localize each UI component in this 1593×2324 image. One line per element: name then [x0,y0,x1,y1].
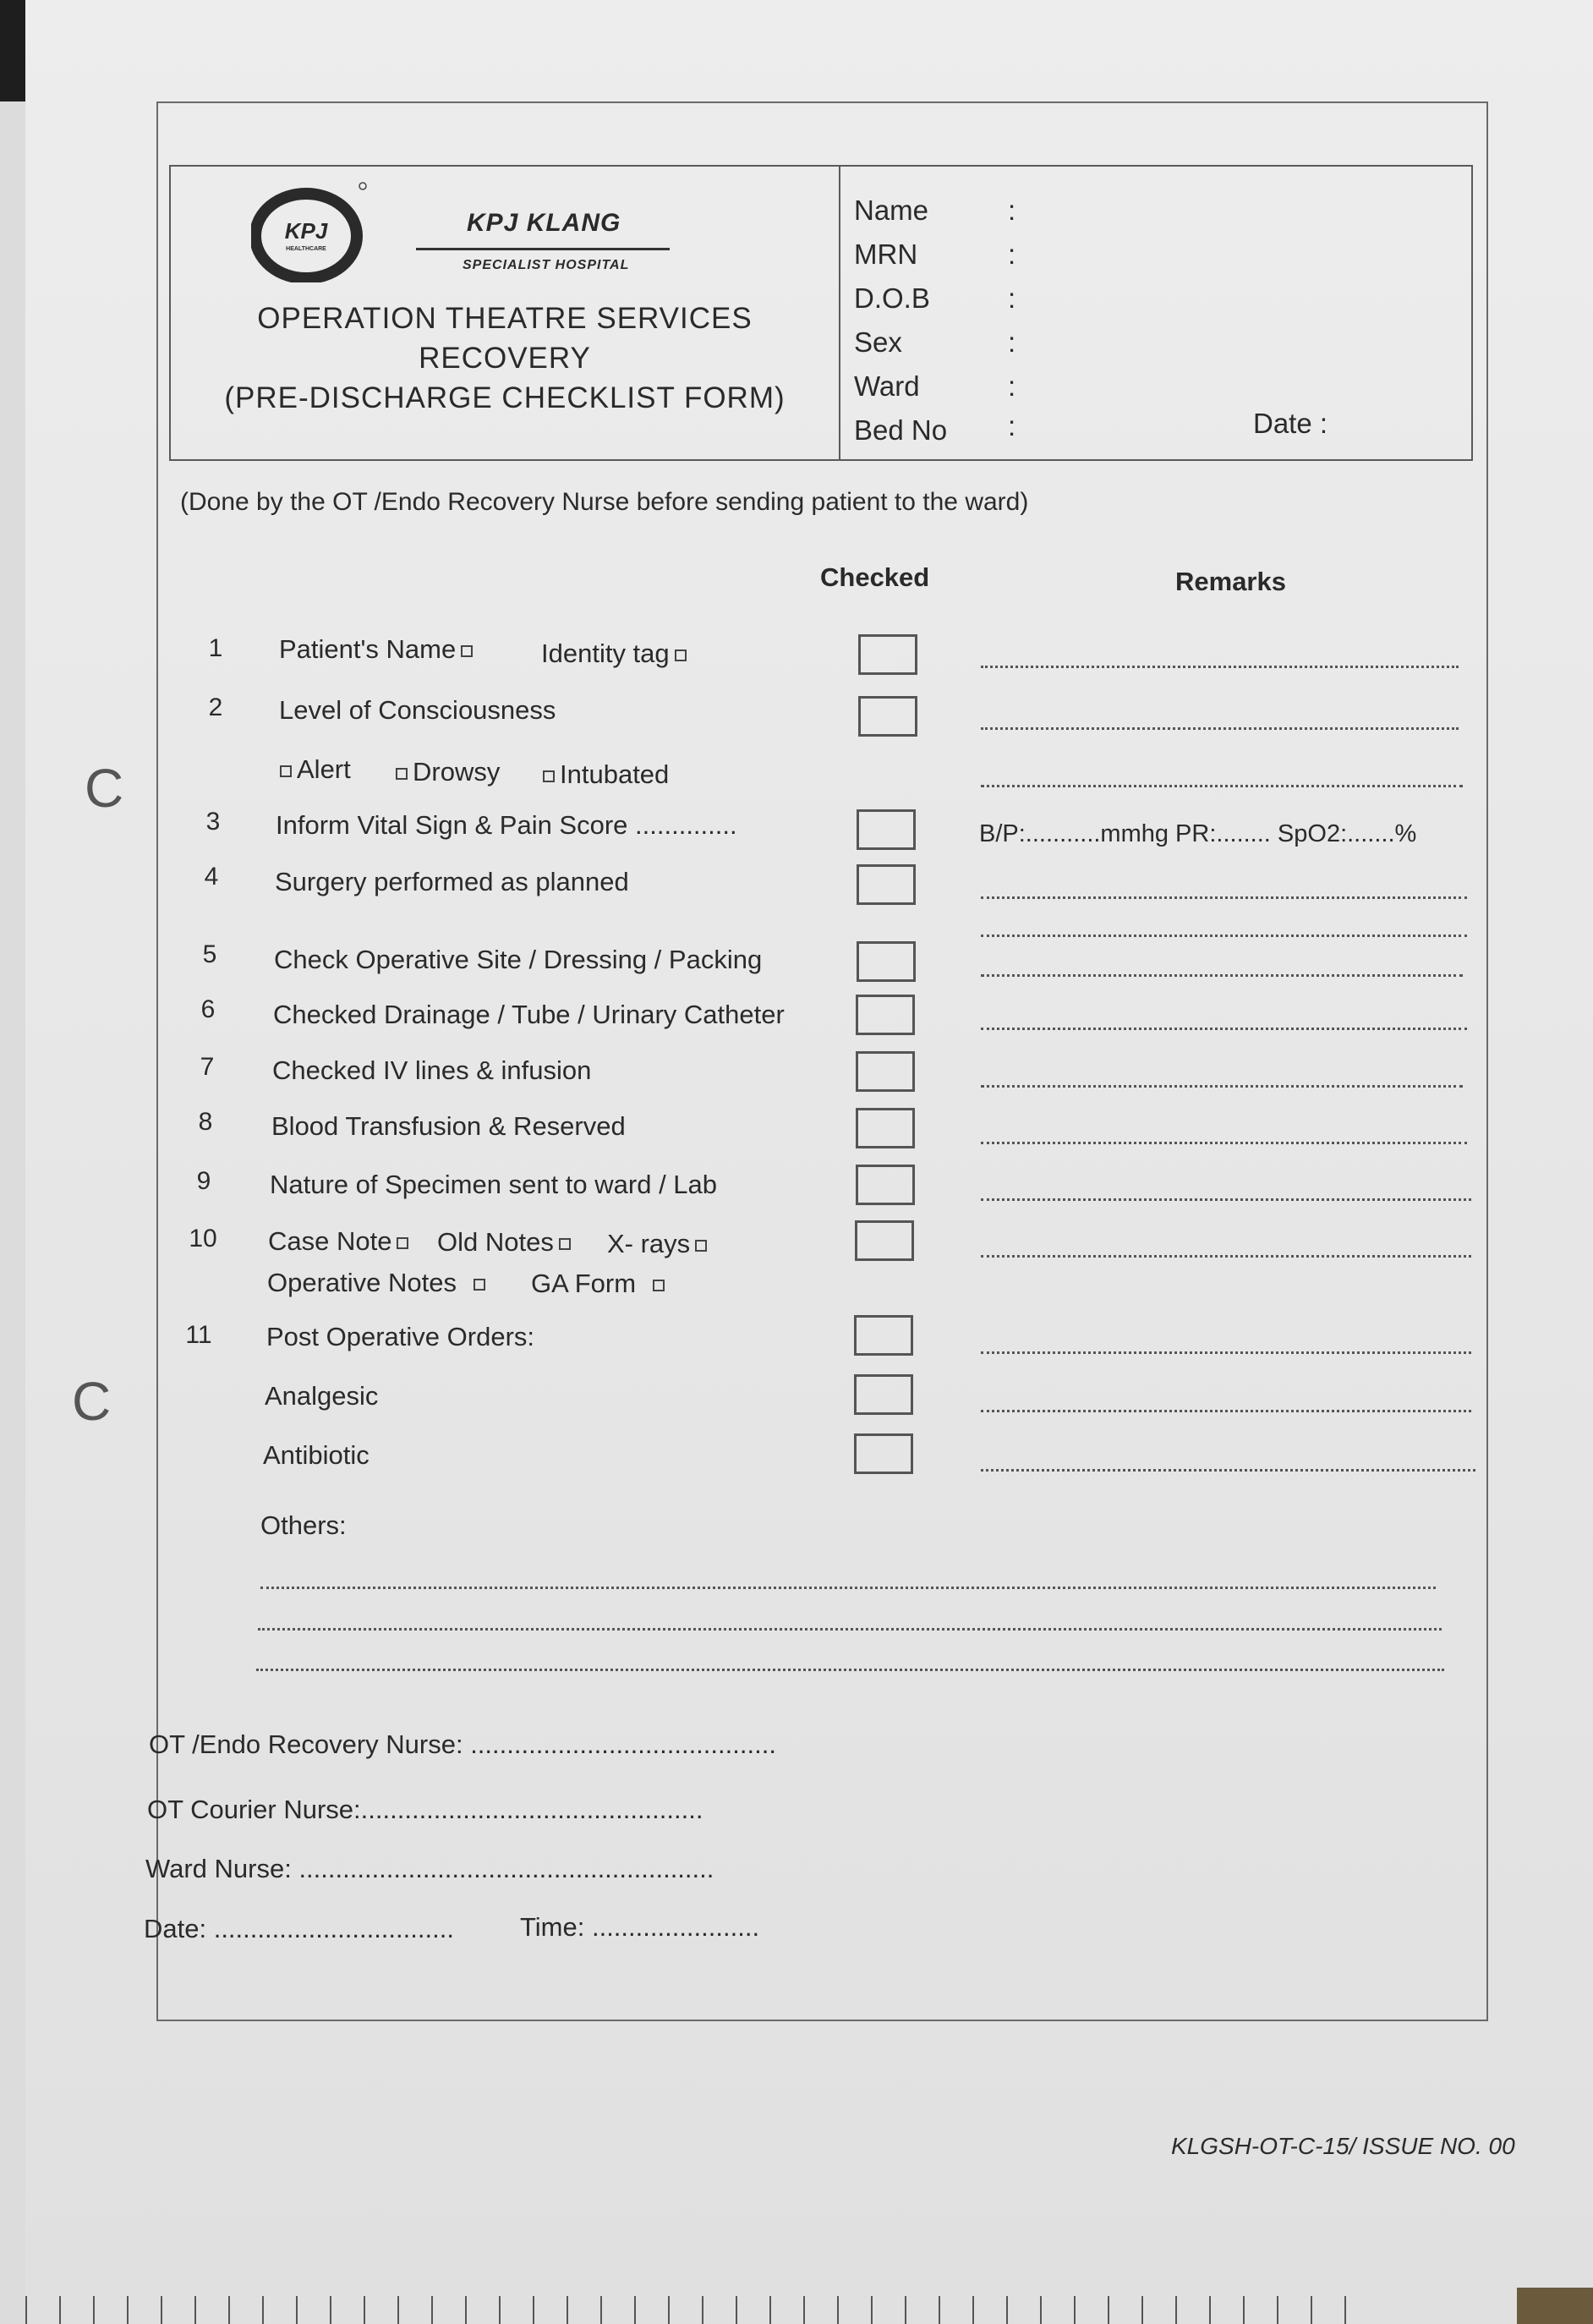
item-number: 10 [189,1225,217,1252]
item-blood-transfusion: Blood Transfusion & Reserved [271,1111,626,1141]
signature-ward-nurse[interactable]: Ward Nurse: ......................................................... [145,1854,714,1883]
background-edge [0,0,25,101]
field-ward-label: Ward [854,370,920,402]
remarks-line-antibiotic[interactable] [981,1469,1475,1472]
checked-box-7[interactable] [856,1051,915,1092]
item-identity-tag [541,639,692,669]
remarks-line-11[interactable] [981,1351,1471,1354]
remarks-line-10[interactable] [981,1255,1471,1258]
field-colon: : [1008,410,1016,441]
item-post-operative-orders: Post Operative Orders: [266,1322,535,1351]
item-operative-site: Check Operative Site / Dressing / Packing [274,945,763,974]
signature-recovery-nurse[interactable]: OT /Endo Recovery Nurse: .......................................... [149,1729,776,1759]
item-label: Old Notes [437,1227,554,1257]
item-number: 6 [200,995,216,1023]
signature-courier-nurse[interactable]: OT Courier Nurse:............................................... [147,1795,703,1824]
option-alert [275,754,351,785]
checked-box-6[interactable] [856,995,915,1035]
item-label: Patient's Name [279,634,457,664]
item-antibiotic: Antibiotic [263,1440,370,1470]
checked-box-9[interactable] [856,1165,915,1205]
remarks-line-6[interactable] [981,1028,1467,1030]
remarks-line-2[interactable] [981,727,1459,730]
form-title-line-2: RECOVERY [419,342,591,375]
item-patient-name [279,634,478,665]
option-intubated [538,759,669,790]
remarks-line-5[interactable] [981,974,1463,977]
checked-box-3[interactable] [857,809,916,850]
checkbox-x-rays[interactable] [695,1240,707,1252]
checkbox-operative-notes[interactable] [474,1279,485,1291]
checkbox-case-note[interactable] [397,1237,408,1249]
remarks-line-7[interactable] [981,1085,1463,1088]
remarks-vital-sign[interactable]: B/P:...........mmhg PR:........ SpO2:.......% [979,820,1417,847]
field-dob-label: D.O.B [854,282,930,314]
column-header-remarks: Remarks [1175,567,1286,596]
field-date-label: Date : [1253,408,1328,439]
remarks-line-2b[interactable] [981,785,1463,787]
item-number: 3 [205,808,221,836]
checkbox-ga-form[interactable] [653,1280,665,1291]
punch-hole-mark: C [72,1371,112,1432]
item-x-rays [607,1229,712,1259]
checkbox-alert[interactable] [280,765,292,777]
ruler-marks [25,2296,1353,2324]
item-number: 9 [196,1167,211,1195]
header-divider [839,167,840,459]
item-ga-form [531,1269,670,1299]
item-number: 1 [208,634,223,662]
logo-text: KPJ [284,218,328,244]
field-sex-label: Sex [854,326,902,358]
instruction-text: (Done by the OT /Endo Recovery Nurse before sending patient to the ward) [180,488,1029,516]
checked-box-1[interactable] [858,634,917,675]
checked-box-8[interactable] [856,1108,915,1148]
checked-box-10[interactable] [855,1220,914,1261]
others-line-2[interactable] [258,1628,1442,1631]
item-surgery-performed: Surgery performed as planned [275,867,629,896]
remarks-line-9[interactable] [981,1198,1471,1201]
field-colon: : [1008,326,1016,358]
others-line-3[interactable] [256,1669,1444,1671]
item-analgesic: Analgesic [265,1381,379,1411]
item-drainage: Checked Drainage / Tube / Urinary Catheter [273,1000,785,1029]
option-label: Intubated [560,759,670,789]
checked-box-4[interactable] [857,864,916,905]
checkbox-intubated[interactable] [543,770,555,782]
others-label: Others: [260,1510,347,1540]
remarks-line-8[interactable] [981,1142,1467,1144]
checked-box-2[interactable] [858,696,917,737]
option-drowsy [391,757,500,787]
field-colon: : [1008,282,1016,314]
item-label: X- rays [607,1229,691,1258]
checked-box-11[interactable] [854,1315,913,1356]
item-specimen: Nature of Specimen sent to ward / Lab [270,1170,718,1199]
logo-subtext: HEALTHCARE [286,246,326,252]
item-label: GA Form [531,1269,637,1298]
checkbox-patient-name[interactable] [461,645,473,657]
hospital-underline [416,248,670,250]
item-old-notes [437,1227,576,1258]
punch-hole-mark: C [85,758,124,819]
item-operative-notes [267,1268,490,1298]
field-colon: : [1008,238,1016,270]
remarks-line-4[interactable] [981,896,1467,899]
document-code: KLGSH-OT-C-15/ ISSUE NO. 00 [1171,2133,1515,2159]
item-number: 8 [198,1108,213,1136]
hospital-subtitle: SPECIALIST HOSPITAL [463,258,630,272]
item-number: 11 [185,1321,212,1349]
checked-box-analgesic[interactable] [854,1374,913,1415]
checkbox-identity-tag[interactable] [675,650,687,661]
field-colon: : [1008,195,1016,226]
kpj-logo [251,181,370,282]
option-label: Drowsy [413,757,501,787]
item-iv-lines: Checked IV lines & infusion [272,1055,592,1085]
remarks-line-4b[interactable] [981,935,1467,937]
item-case-note [268,1226,413,1257]
remarks-line-analgesic[interactable] [981,1410,1471,1412]
others-line-1[interactable] [260,1587,1436,1589]
checkbox-drowsy[interactable] [396,768,408,780]
item-number: 2 [208,693,223,721]
remarks-line-1[interactable] [981,666,1459,668]
field-bed-label: Bed No [854,414,948,446]
signature-time[interactable]: Time: ....................... [520,1912,760,1942]
item-number: 7 [200,1053,215,1081]
item-number: 4 [204,863,219,891]
item-number: 5 [202,940,217,968]
field-mrn-label: MRN [854,238,918,270]
checked-box-antibiotic[interactable] [854,1433,913,1474]
form-title-line-3: (PRE-DISCHARGE CHECKLIST FORM) [224,381,786,414]
corner-edge [1517,2288,1593,2324]
checkbox-old-notes[interactable] [559,1238,571,1250]
form-title-line-1: OPERATION THEATRE SERVICES [257,302,753,335]
field-name-label: Name [854,195,929,226]
item-label: Identity tag [541,639,670,668]
header-box [169,165,1473,461]
column-header-checked: Checked [820,562,930,592]
item-vital-sign: Inform Vital Sign & Pain Score .............. [276,810,737,840]
item-label: Operative Notes [267,1268,457,1297]
option-label: Alert [297,754,351,784]
item-label: Case Note [268,1226,392,1256]
hospital-name: KPJ KLANG [467,209,621,237]
signature-date[interactable]: Date: ................................. [144,1914,454,1943]
field-colon: : [1008,370,1016,402]
item-level-of-consciousness: Level of Consciousness [279,695,556,725]
checked-box-5[interactable] [857,941,916,982]
